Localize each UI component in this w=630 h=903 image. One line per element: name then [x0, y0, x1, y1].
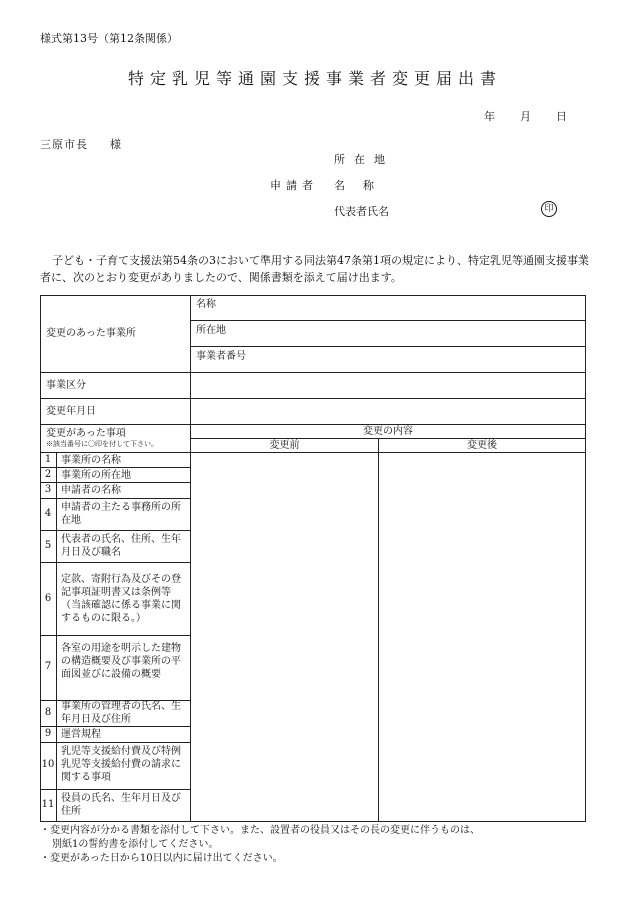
item-row-line: [40, 530, 191, 531]
item-row-line: [40, 482, 191, 483]
office-row-line: [190, 320, 586, 321]
body-text: 子ども・子育て支援法第54条の3において準用する同法第47条第1項の規定により、特定乳児等通園支援事業者に、次のとおり変更がありましたので、関係書類を添えて届け出ます。: [40, 254, 589, 284]
item-number: 5: [44, 540, 52, 551]
item-row-line: [40, 726, 191, 727]
item-number: 2: [44, 469, 52, 480]
notes: [40, 824, 600, 866]
item-text: 申請者の主たる事務所の所在地: [61, 502, 181, 526]
item-text: 運営規程: [61, 729, 101, 740]
addressee: [40, 136, 122, 152]
changed-item-note: ※該当番号に〇印を付して下さい。: [46, 440, 158, 448]
item-number: 10: [41, 759, 55, 770]
row-line: [40, 398, 586, 399]
item-text: 乳児等支援給付費及び特例乳児等支援給付費の請求に関する事項: [61, 746, 181, 783]
applicant-name-label: 名称: [334, 179, 392, 192]
date-day-label: 日: [556, 110, 567, 123]
item-number: 9: [44, 728, 52, 739]
changed-item-label: 変更があった事項: [46, 428, 126, 439]
applicant-representative-label: 代表者氏名: [334, 205, 389, 218]
item-row-line: [40, 498, 191, 499]
item-row-line: [40, 467, 191, 468]
item-row-line: [40, 635, 191, 636]
item-text: 代表者の氏名、住所、生年月日及び職名: [61, 534, 181, 558]
seal-mark: 印: [541, 201, 557, 217]
note-line: ・変更内容が分かる書類を添付して下さい。また、設置者の役員又はその長の変更に伴うものは、: [40, 825, 480, 836]
item-row-line: [40, 742, 191, 743]
item-text: 定款、寄附行為及びその登記事項証明書又は条例等（当該確認に係る事業に関するものに限る。）: [61, 574, 181, 624]
item-text: 各室の用途を明示した建物の構造概要及び事業所の平面図並びに設備の概要: [61, 643, 181, 680]
note-line: 別紙1の誓約書を添付してください。: [52, 839, 219, 850]
change-form-table: [40, 295, 586, 822]
table-border-bottom: [40, 821, 586, 822]
row-line: [40, 372, 586, 373]
date-year-label: 年: [484, 110, 495, 123]
item-number: 1: [44, 454, 52, 465]
note-line: ・変更があった日から10日以内に届け出てください。: [40, 853, 283, 864]
item-number: 4: [44, 508, 52, 519]
item-number: 8: [44, 707, 52, 718]
item-text: 役員の氏名、生年月日及び住所: [61, 793, 181, 817]
office-label: 変更のあった事業所: [46, 328, 136, 339]
item-number: 7: [44, 661, 52, 672]
office-name-label: 名称: [196, 299, 216, 310]
change-content-header: 変更の内容: [363, 426, 413, 437]
row-line: [40, 452, 586, 453]
addressee-name: 三原市長: [40, 138, 88, 151]
office-number-label: 事業者番号: [196, 351, 246, 362]
business-type-label: 事業区分: [46, 380, 86, 391]
item-text: 事業所の所在地: [61, 470, 131, 481]
date-month-label: 月: [520, 110, 531, 123]
item-number-divider: [56, 452, 57, 822]
form-number: 様式第13号（第12条関係）: [40, 32, 178, 45]
addressee-suffix: 様: [110, 138, 122, 151]
item-number: 6: [44, 593, 52, 604]
table-border-top: [40, 295, 586, 296]
table-border-right: [585, 295, 586, 822]
item-number: 11: [41, 799, 55, 810]
change-date-label: 変更年月日: [46, 406, 96, 417]
before-header: 変更前: [269, 440, 300, 451]
item-row-line: [40, 789, 191, 790]
document-title: 特定乳児等通園支援事業者変更届出書: [127, 69, 502, 88]
applicant-location-label: 所在地: [334, 153, 394, 166]
applicant-label: 申請者: [270, 179, 318, 192]
item-row-line: [40, 562, 191, 563]
office-row-line: [190, 346, 586, 347]
office-address-label: 所在地: [196, 325, 226, 336]
after-header: 変更後: [467, 440, 497, 451]
item-text: 申請者の名称: [61, 485, 121, 496]
before-after-divider: [378, 438, 379, 822]
item-text: 事業所の名称: [61, 455, 121, 466]
item-number: 3: [44, 484, 52, 495]
item-text: 事業所の管理者の氏名、生年月日及び住所: [61, 701, 181, 725]
